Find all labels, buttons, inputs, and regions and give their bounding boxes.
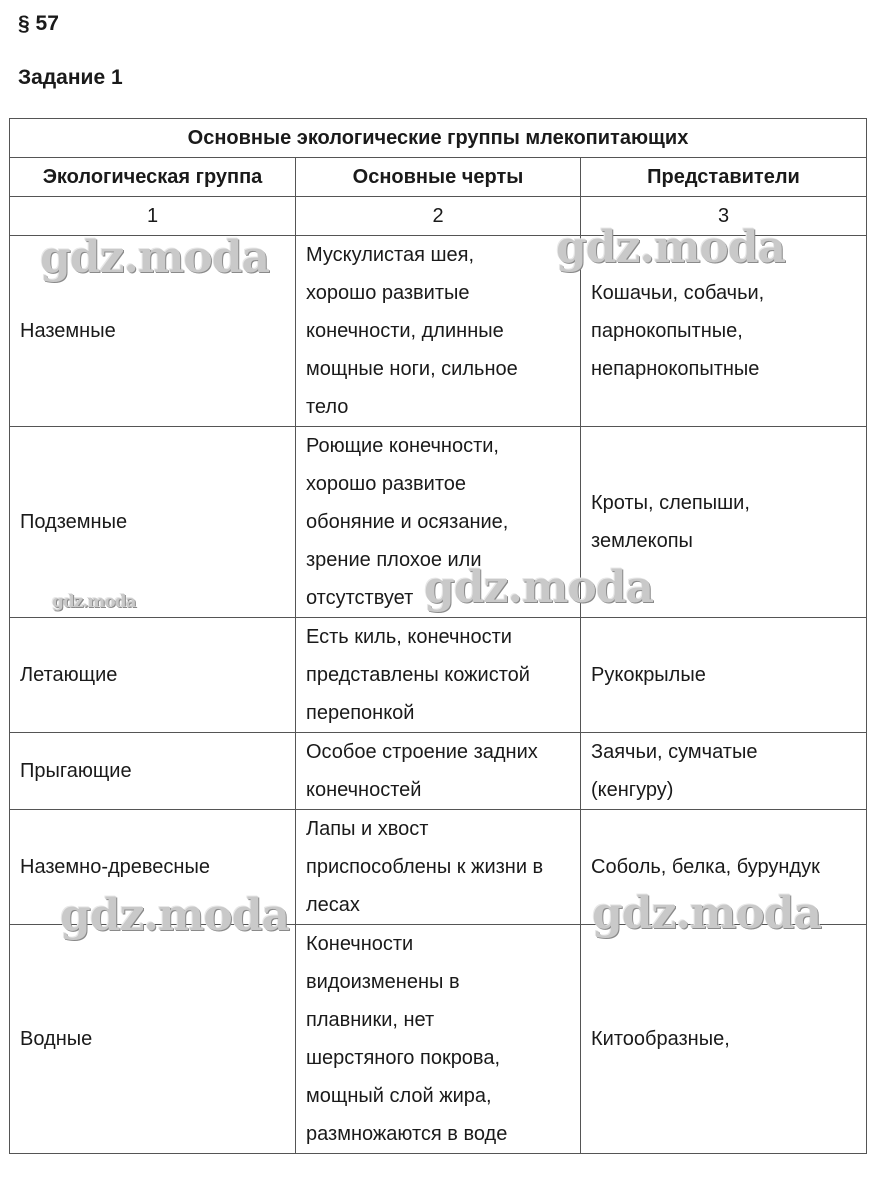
watermark: gdz.moda [592, 888, 822, 939]
watermark-small: gdz.moda [52, 592, 136, 612]
table-caption: Основные экологические группы млекопитающих [10, 119, 867, 158]
features-line: Роющие конечности, [306, 435, 499, 457]
representatives-line: (кенгуру) [591, 779, 674, 801]
features-cell [296, 925, 581, 1154]
features-line: шерстяного покрова, [306, 1047, 501, 1069]
column-number-1: 1 [10, 197, 296, 236]
section-number: § 57 [18, 12, 59, 35]
features-line: хорошо развитое [306, 473, 467, 495]
representatives-line: Соболь, белка, бурундук [591, 856, 820, 878]
group-cell: Подземные [10, 427, 296, 618]
features-cell [296, 236, 581, 427]
features-line: мощный слой жира, [306, 1085, 492, 1107]
table-row [10, 810, 867, 925]
features-line: Лапы и хвост [306, 818, 429, 840]
representatives-line: Заячьи, сумчатые [591, 741, 758, 763]
task-title: Задание 1 [18, 66, 123, 89]
features-line: представлены кожистой [306, 664, 530, 686]
representatives-cell [581, 810, 867, 925]
column-header-representatives: Представители [581, 158, 867, 197]
features-line: мощные ноги, сильное [306, 358, 518, 380]
features-line: размножаются в воде [306, 1123, 508, 1145]
features-line: Есть киль, конечности [306, 626, 512, 648]
features-cell [296, 427, 581, 618]
representatives-cell [581, 236, 867, 427]
representatives-line: землекопы [591, 530, 693, 552]
representatives-line: Рукокрылые [591, 664, 706, 686]
table-row [10, 733, 867, 810]
group-cell: Наземно-древесные [10, 810, 296, 925]
features-cell [296, 733, 581, 810]
group-cell: Водные [10, 925, 296, 1154]
features-line: отсутствует [306, 587, 414, 609]
table-row [10, 618, 867, 733]
column-number-row [10, 197, 867, 236]
group-cell: Летающие [10, 618, 296, 733]
table-row [10, 925, 867, 1154]
features-line: видоизменены в [306, 971, 460, 993]
table-header-row [10, 158, 867, 197]
watermark: gdz.moda [424, 562, 654, 613]
features-cell [296, 618, 581, 733]
watermark: gdz.moda [40, 232, 270, 283]
features-line: Особое строение задних [306, 741, 538, 763]
group-cell: Прыгающие [10, 733, 296, 810]
column-number-3: 3 [581, 197, 867, 236]
features-line: конечности, длинные [306, 320, 504, 342]
features-line: лесах [306, 894, 360, 916]
table-caption-row [10, 119, 867, 158]
features-line: перепонкой [306, 702, 415, 724]
representatives-line: Кошачьи, собачьи, [591, 282, 765, 304]
features-line: Мускулистая шея, [306, 244, 475, 266]
watermark: gdz.moda [60, 890, 290, 941]
representatives-line: Кроты, слепыши, [591, 492, 750, 514]
features-line: зрение плохое или [306, 549, 482, 571]
column-number-2: 2 [296, 197, 581, 236]
table-row [10, 427, 867, 618]
representatives-line: непарнокопытные [591, 358, 760, 380]
table-body [10, 236, 867, 1154]
features-line: плавники, нет [306, 1009, 435, 1031]
features-line: обоняние и осязание, [306, 511, 509, 533]
watermark: gdz.moda [556, 222, 786, 273]
representatives-cell [581, 733, 867, 810]
features-line: тело [306, 396, 349, 418]
features-line: хорошо развитые [306, 282, 470, 304]
table-row [10, 236, 867, 427]
group-cell: Наземные [10, 236, 296, 427]
features-line: конечностей [306, 779, 422, 801]
column-header-group: Экологическая группа [10, 158, 296, 197]
column-header-features: Основные черты [296, 158, 581, 197]
mammal-groups-table [9, 118, 867, 1154]
representatives-cell [581, 925, 867, 1154]
features-line: Конечности [306, 933, 414, 955]
representatives-cell [581, 618, 867, 733]
representatives-line: парнокопытные, [591, 320, 743, 342]
features-cell [296, 810, 581, 925]
representatives-cell [581, 427, 867, 618]
features-line: приспособлены к жизни в [306, 856, 544, 878]
representatives-line: Китообразные, [591, 1028, 730, 1050]
